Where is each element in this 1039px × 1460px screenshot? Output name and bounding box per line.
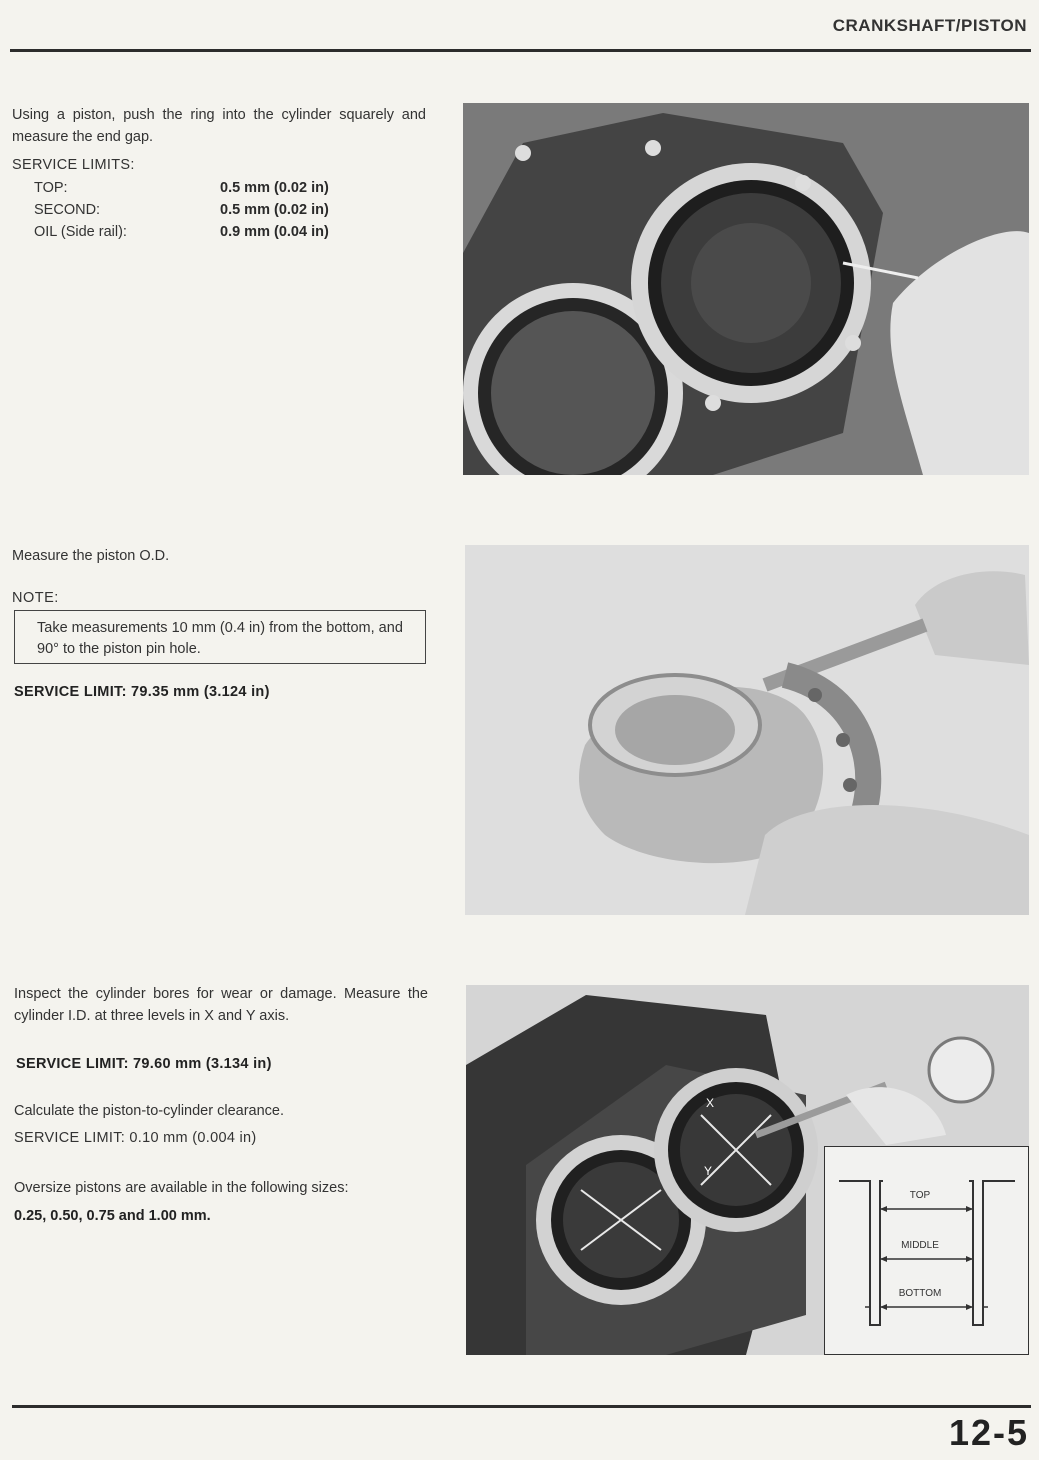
limit-value-oil: 0.9 mm (0.04 in)	[220, 224, 329, 240]
piston-od-instruction: Measure the piston O.D.	[12, 548, 170, 564]
footer-rule	[12, 1405, 1031, 1408]
limit-name-second: SECOND:	[34, 202, 101, 218]
page-number: 12-5	[948, 1412, 1029, 1453]
piston-service-limit: SERVICE LIMIT: 79.35 mm (3.124 in)	[14, 684, 270, 700]
oversize-text: Oversize pistons are available in the following sizes:	[14, 1180, 349, 1196]
level-label-middle: MIDDLE	[901, 1240, 939, 1251]
limit-value-second: 0.5 mm (0.02 in)	[220, 202, 329, 218]
axis-mark-x: X	[706, 1096, 715, 1110]
level-label-top: TOP	[909, 1190, 931, 1201]
measurement-levels-diagram	[824, 1146, 1029, 1355]
limit-name-top: TOP:	[34, 180, 68, 196]
photo-cylinder-bore-gauge	[466, 985, 1029, 1355]
cylinder-inspect-instruction: Inspect the cylinder bores for wear or damage. Measure the cylinder I.D. at three levels in X and Y axis.	[14, 986, 428, 1024]
axis-mark-y: Y	[704, 1164, 713, 1178]
note-box	[14, 610, 426, 664]
limit-name-oil: OIL (Side rail):	[34, 224, 127, 240]
photo-piston-micrometer	[465, 545, 1029, 915]
header-rule	[10, 49, 1031, 52]
section-title: CRANKSHAFT/PISTON	[832, 16, 1027, 35]
note-label: NOTE:	[12, 590, 59, 606]
clearance-instruction: Calculate the piston-to-cylinder clearance.	[14, 1103, 284, 1119]
note-text: Take measurements 10 mm (0.4 in) from the bottom, and 90° to the piston pin hole.	[37, 620, 403, 657]
limit-value-top: 0.5 mm (0.02 in)	[220, 180, 329, 196]
service-limits-label: SERVICE LIMITS:	[12, 157, 135, 173]
photo-ring-end-gap	[463, 103, 1029, 475]
level-label-bottom: BOTTOM	[898, 1288, 942, 1299]
clearance-service-limit: SERVICE LIMIT: 0.10 mm (0.004 in)	[14, 1130, 257, 1146]
cylinder-service-limit: SERVICE LIMIT: 79.60 mm (3.134 in)	[16, 1056, 272, 1072]
ring-gap-instruction: Using a piston, push the ring into the cylinder squarely and measure the end gap.	[12, 107, 426, 145]
oversize-sizes: 0.25, 0.50, 0.75 and 1.00 mm.	[14, 1208, 211, 1224]
